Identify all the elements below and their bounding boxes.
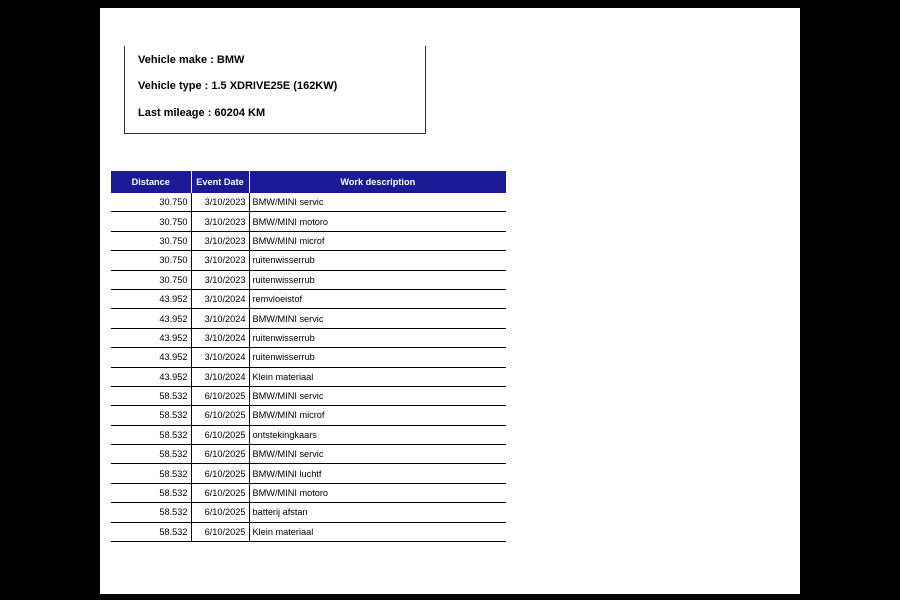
event-date-cell: 6/10/2025 <box>191 483 249 502</box>
distance-cell: 58.532 <box>111 406 191 425</box>
table-row <box>111 425 506 444</box>
header-work-description: Work description <box>249 171 506 193</box>
distance-cell: 43.952 <box>111 367 191 386</box>
distance-cell: 30.750 <box>111 231 191 250</box>
work-description-cell: BMW/MINI servic <box>249 193 506 212</box>
vehicle-info-box <box>124 46 426 134</box>
table-row <box>111 270 506 289</box>
event-date-cell: 3/10/2024 <box>191 309 249 328</box>
table-row <box>111 193 506 212</box>
event-date-cell: 6/10/2025 <box>191 445 249 464</box>
event-date-cell: 6/10/2025 <box>191 522 249 541</box>
event-date-cell: 6/10/2025 <box>191 464 249 483</box>
event-date-cell: 6/10/2025 <box>191 503 249 522</box>
table-row <box>111 348 506 367</box>
work-description-cell: ruitenwisserrub <box>249 251 506 270</box>
event-date-cell: 6/10/2025 <box>191 406 249 425</box>
table-row <box>111 289 506 308</box>
header-distance: Distance <box>111 171 191 193</box>
work-description-cell: ruitenwisserrub <box>249 270 506 289</box>
distance-cell: 43.952 <box>111 348 191 367</box>
distance-cell: 58.532 <box>111 445 191 464</box>
distance-cell: 58.532 <box>111 503 191 522</box>
distance-cell: 58.532 <box>111 483 191 502</box>
distance-cell: 43.952 <box>111 289 191 308</box>
event-date-cell: 3/10/2023 <box>191 231 249 250</box>
event-date-cell: 3/10/2023 <box>191 251 249 270</box>
work-description-cell: ruitenwisserrub <box>249 348 506 367</box>
distance-cell: 30.750 <box>111 270 191 289</box>
table-header-row <box>111 171 506 193</box>
work-description-cell: BMW/MINI microf <box>249 406 506 425</box>
distance-cell: 58.532 <box>111 522 191 541</box>
table-row <box>111 445 506 464</box>
event-date-cell: 6/10/2025 <box>191 386 249 405</box>
distance-cell: 58.532 <box>111 464 191 483</box>
table-row <box>111 406 506 425</box>
table-row <box>111 231 506 250</box>
service-history-table <box>111 171 506 542</box>
work-description-cell: BMW/MINI motoro <box>249 483 506 502</box>
work-description-cell: BMW/MINI servic <box>249 445 506 464</box>
work-description-cell: BMW/MINI microf <box>249 231 506 250</box>
table-row <box>111 503 506 522</box>
document-page <box>100 8 800 594</box>
header-event-date: Event Date <box>191 171 249 193</box>
work-description-cell: BMW/MINI servic <box>249 386 506 405</box>
distance-cell: 43.952 <box>111 328 191 347</box>
distance-cell: 58.532 <box>111 386 191 405</box>
event-date-cell: 3/10/2023 <box>191 270 249 289</box>
table-row <box>111 483 506 502</box>
distance-cell: 30.750 <box>111 212 191 231</box>
work-description-cell: ontstekingkaars <box>249 425 506 444</box>
event-date-cell: 3/10/2023 <box>191 212 249 231</box>
work-description-cell: BMW/MINI luchtf <box>249 464 506 483</box>
work-description-cell: ruitenwisserrub <box>249 328 506 347</box>
event-date-cell: 3/10/2023 <box>191 193 249 212</box>
table-row <box>111 328 506 347</box>
vehicle-make: Vehicle make : BMW <box>138 54 245 66</box>
table-row <box>111 212 506 231</box>
distance-cell: 43.952 <box>111 309 191 328</box>
vehicle-type: Vehicle type : 1.5 XDRIVE25E (162KW) <box>138 80 338 92</box>
work-description-cell: Klein materiaal <box>249 367 506 386</box>
event-date-cell: 3/10/2024 <box>191 328 249 347</box>
table-row <box>111 367 506 386</box>
last-mileage: Last mileage : 60204 KM <box>138 107 266 119</box>
work-description-cell: remvloeistof <box>249 289 506 308</box>
work-description-cell: batterij afstan <box>249 503 506 522</box>
table-row <box>111 464 506 483</box>
event-date-cell: 3/10/2024 <box>191 348 249 367</box>
table-row <box>111 309 506 328</box>
work-description-cell: Klein materiaal <box>249 522 506 541</box>
table-row <box>111 386 506 405</box>
table-row <box>111 251 506 270</box>
table-row <box>111 522 506 541</box>
distance-cell: 30.750 <box>111 193 191 212</box>
event-date-cell: 3/10/2024 <box>191 289 249 308</box>
event-date-cell: 6/10/2025 <box>191 425 249 444</box>
work-description-cell: BMW/MINI servic <box>249 309 506 328</box>
distance-cell: 30.750 <box>111 251 191 270</box>
distance-cell: 58.532 <box>111 425 191 444</box>
event-date-cell: 3/10/2024 <box>191 367 249 386</box>
work-description-cell: BMW/MINI motoro <box>249 212 506 231</box>
